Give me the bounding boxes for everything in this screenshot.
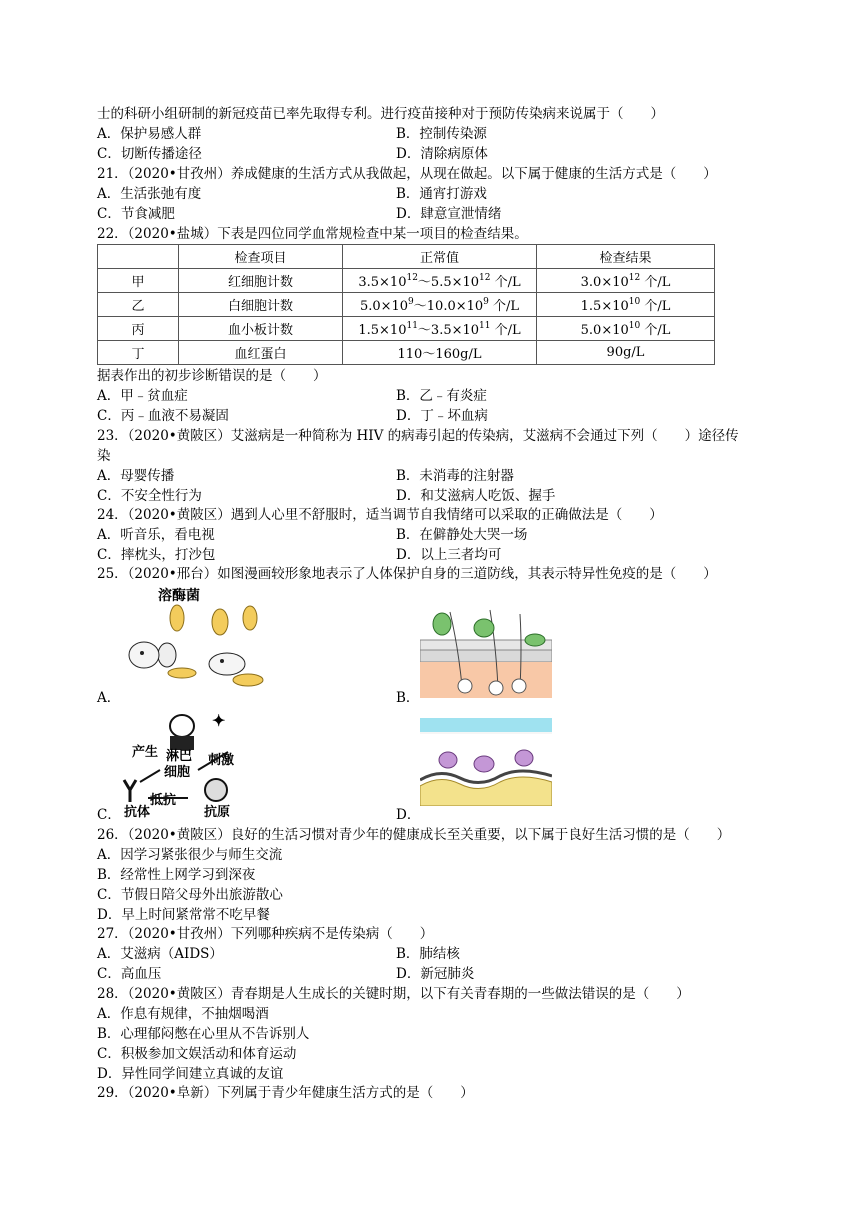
table-cell: 90g/L [537, 341, 715, 365]
table-header [98, 245, 179, 269]
blood-test-table [97, 244, 715, 365]
table-cell: 甲 [98, 269, 179, 293]
q20-option-b[interactable]: B．控制传染源 [396, 126, 487, 142]
table-cell: $5.0\times 10^9\sim 10.0\times 10^9$ 个/L [343, 293, 537, 317]
q26-option-a[interactable]: A．因学习紧张很少与师生交流 [97, 847, 283, 863]
q25-option-a[interactable]: A． [97, 690, 121, 706]
picture-c-immune [120, 712, 260, 818]
label-antibody: 抗体 [124, 805, 151, 818]
table-header: 检查项目 [179, 245, 343, 269]
q20-option-a[interactable]: A．保护易感人群 [97, 126, 202, 142]
q26-option-b[interactable]: B．经常性上网学习到深夜 [97, 867, 256, 883]
table-header: 检查结果 [537, 245, 715, 269]
q24-option-d[interactable]: D．以上三者均可 [396, 547, 502, 563]
q24-option-c[interactable]: C．摔枕头，打沙包 [97, 547, 216, 563]
table-cell: 丙 [98, 317, 179, 341]
q22-option-d[interactable]: D．丁﹣坏血病 [396, 408, 488, 424]
q28-stem: 28．（2020•黄陂区）青春期是人生成长的关键时期，以下有关青春期的一些做法错误的是（ ） [97, 986, 690, 1002]
q21-option-a[interactable]: A．生活张弛有度 [97, 186, 202, 202]
label-lymph1: 淋巴 [166, 749, 193, 764]
q29-stem: 29．（2020•阜新）下列属于青少年健康生活方式的是（ ） [97, 1085, 474, 1101]
q24-stem: 24．（2020•黄陂区）遇到人心里不舒服时，适当调节自我情绪可以采取的正确做法是（ ） [97, 507, 663, 523]
table-cell: $5.0\times 10^{10}$ 个/L [537, 317, 715, 341]
picture-b-skin [420, 606, 552, 700]
q27-option-c[interactable]: C．高血压 [97, 966, 162, 982]
q28-option-b[interactable]: B．心理郁闷憋在心里从不告诉别人 [97, 1026, 310, 1042]
q24-option-b[interactable]: B．在僻静处大哭一场 [396, 527, 528, 543]
table-row [98, 269, 715, 293]
q21-stem: 21．（2020•甘孜州）养成健康的生活方式从我做起，从现在做起。以下属于健康的生活方式是（ ） [97, 166, 717, 182]
q25-stem: 25．（2020•邢台）如图漫画较形象地表示了人体保护自身的三道防线，其表示特异性免疫的是（ ） [97, 566, 717, 582]
q27-option-b[interactable]: B．肺结核 [396, 946, 460, 962]
lysozyme-label: 溶酶菌 [158, 587, 200, 603]
q23-stem: 23．（2020•黄陂区）艾滋病是一种简称为 HIV 的病毒引起的传染病，艾滋病不会通过下列（ ）途径传 [97, 428, 739, 444]
table-cell: $1.5\times 10^{10}$ 个/L [537, 293, 715, 317]
table-cell: 110～160g/L [343, 341, 537, 365]
label-produce: 产生 [132, 745, 159, 760]
q23-option-d[interactable]: D．和艾滋病人吃饭、握手 [396, 488, 556, 504]
q23-option-c[interactable]: C．不安全性行为 [97, 488, 202, 504]
table-header: 正常值 [343, 245, 537, 269]
q20-option-d[interactable]: D．清除病原体 [396, 146, 488, 162]
label-lymph2: 细胞 [164, 765, 191, 780]
q26-stem: 26．（2020•黄陂区）良好的生活习惯对青少年的健康成长至关重要，以下属于良好生活习惯的是（ ） [97, 827, 731, 843]
table-header-row [98, 245, 715, 269]
table-cell: $1.5\times 10^{11}\sim 3.5\times 10^{11}$ 个/L [343, 317, 537, 341]
q24-option-a[interactable]: A．听音乐，看电视 [97, 527, 215, 543]
q22-option-b[interactable]: B．乙﹣有炎症 [396, 388, 487, 404]
q26-option-c[interactable]: C．节假日陪父母外出旅游散心 [97, 887, 283, 903]
q21-option-b[interactable]: B．通宵打游戏 [396, 186, 487, 202]
q28-option-c[interactable]: C．积极参加文娱活动和体育运动 [97, 1046, 297, 1062]
q20-option-c[interactable]: C．切断传播途径 [97, 146, 202, 162]
q21-option-d[interactable]: D．肆意宣泄情绪 [396, 206, 502, 222]
table-cell: $3.5\times 10^{12}\sim 5.5\times 10^{12}$ 个/L [343, 269, 537, 293]
q23-stem-cont: 染 [97, 448, 111, 464]
q23-option-b[interactable]: B．未消毒的注射器 [396, 468, 514, 484]
label-stimulate: 刺激 [208, 753, 235, 768]
table-row [98, 317, 715, 341]
q28-option-d[interactable]: D．异性同学间建立真诚的友谊 [97, 1066, 284, 1082]
q28-option-a[interactable]: A．作息有规律，不抽烟喝酒 [97, 1006, 269, 1022]
svg-text:✦: ✦ [212, 712, 226, 730]
label-resist: 抵抗 [150, 793, 177, 808]
q22-question: 据表作出的初步诊断错误的是（ ） [97, 368, 327, 384]
picture-a-lysozyme [122, 585, 272, 695]
table-cell: 血红蛋白 [179, 341, 343, 365]
q27-stem: 27．（2020•甘孜州）下列哪种疾病不是传染病（ ） [97, 926, 434, 942]
q25-option-c[interactable]: C． [97, 807, 121, 823]
q26-option-d[interactable]: D．早上时间紧常常不吃早餐 [97, 907, 270, 923]
table-cell: 红细胞计数 [179, 269, 343, 293]
table-row [98, 341, 715, 365]
q25-option-d[interactable]: D． [396, 807, 421, 823]
table-cell: 丁 [98, 341, 179, 365]
q21-option-c[interactable]: C．节食减肥 [97, 206, 175, 222]
q23-option-a[interactable]: A．母婴传播 [97, 468, 175, 484]
q22-option-c[interactable]: C．丙﹣血液不易凝固 [97, 408, 229, 424]
q22-option-a[interactable]: A．甲﹣贫血症 [97, 388, 188, 404]
table-cell: $3.0\times 10^{12}$ 个/L [537, 269, 715, 293]
label-antigen: 抗原 [204, 805, 231, 818]
q20-stem: 士的科研小组研制的新冠疫苗已率先取得专利。进行疫苗接种对于预防传染病来说属于（ ） [97, 106, 664, 122]
table-row [98, 293, 715, 317]
q25-option-b[interactable]: B． [396, 690, 420, 706]
q22-stem: 22．（2020•盐城）下表是四位同学血常规检查中某一项目的检查结果。 [97, 226, 528, 242]
q27-option-a[interactable]: A．艾滋病（AIDS） [97, 946, 223, 962]
table-cell: 血小板计数 [179, 317, 343, 341]
picture-d-mucosa [420, 718, 552, 806]
table-cell: 乙 [98, 293, 179, 317]
table-cell: 白细胞计数 [179, 293, 343, 317]
q27-option-d[interactable]: D．新冠肺炎 [396, 966, 475, 982]
